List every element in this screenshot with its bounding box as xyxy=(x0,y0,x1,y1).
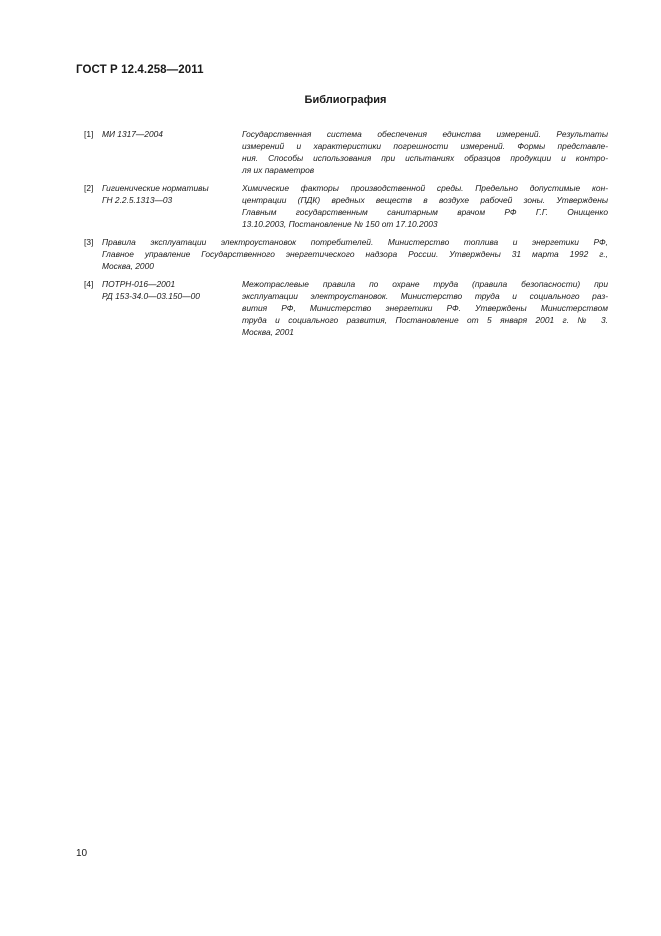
entry-description-line: труда и социального развития, Постановление от 5 января 2001 г. № 3. xyxy=(242,315,608,325)
entry-description xyxy=(242,278,608,338)
entry-description-line: ния. Способы использования при испытаниях образцов продукции и контро- xyxy=(242,153,608,163)
bibliography-entry-3 xyxy=(84,236,608,272)
bibliography-entry-4 xyxy=(84,278,608,338)
entry-full-text xyxy=(102,236,608,272)
entry-number: [4] xyxy=(84,279,94,289)
page-number: 10 xyxy=(76,848,88,859)
bibliography-entry-1 xyxy=(84,128,608,176)
entry-full-line: Главное управление Государственного энергетического надзора России. Утверждены 31 марта 1992 г., xyxy=(102,249,608,259)
entry-full-line: Москва, 2000 xyxy=(102,261,154,271)
entry-source-line: МИ 1317—2004 xyxy=(102,129,163,139)
entry-description-line: эксплуатации электроустановок. Министерство труда и социального раз- xyxy=(242,291,608,301)
entry-description-line: Химические факторы производственной среды. Предельно допустимые кон- xyxy=(242,183,608,193)
entry-description-line: центрации (ПДК) вредных веществ в воздухе рабочей зоны. Утверждены xyxy=(242,195,608,205)
entry-description-line: измерений и характеристики погрешности измерений. Формы представле- xyxy=(242,141,608,151)
entry-number: [2] xyxy=(84,183,94,193)
entry-source-line: ПОТРН-016—2001 xyxy=(102,279,176,289)
entry-full-line: Правила эксплуатации электроустановок потребителей. Министерство топлива и энергетики РФ, xyxy=(102,237,608,247)
entry-source xyxy=(102,278,242,338)
entry-source xyxy=(102,128,242,176)
entry-description-line: Государственная система обеспечения единства измерений. Результаты xyxy=(242,129,608,139)
entry-source xyxy=(102,182,242,230)
standard-code: ГОСТ Р 12.4.258—2011 xyxy=(76,64,204,76)
entry-description xyxy=(242,182,608,230)
entry-source-line: РД 153-34.0—03.150—00 xyxy=(102,291,200,301)
entry-description-line: ля их параметров xyxy=(242,165,315,175)
section-title xyxy=(0,94,661,106)
bibliography-entry-2 xyxy=(84,182,608,230)
entry-description xyxy=(242,128,608,176)
entry-description-line: вития РФ, Министерство энергетики РФ. Утверждены Министерством xyxy=(242,303,608,313)
entry-source-line: Гигиенические нормативы xyxy=(102,183,209,193)
entry-description-line: Москва, 2001 xyxy=(242,327,294,337)
entry-number: [3] xyxy=(84,237,94,247)
section-title-text: Библиография xyxy=(304,94,387,106)
entry-description-line: 13.10.2003, Постановление № 150 от 17.10.2003 xyxy=(242,219,438,229)
entry-description-line: Межотраслевые правила по охране труда (правила безопасности) при xyxy=(242,279,608,289)
entry-source-line: ГН 2.2.5.1313—03 xyxy=(102,195,173,205)
entry-description-line: Главным государственным санитарным врачом РФ Г.Г. Онищенко xyxy=(242,207,608,217)
bibliography-list xyxy=(84,128,608,344)
entry-number: [1] xyxy=(84,129,94,139)
